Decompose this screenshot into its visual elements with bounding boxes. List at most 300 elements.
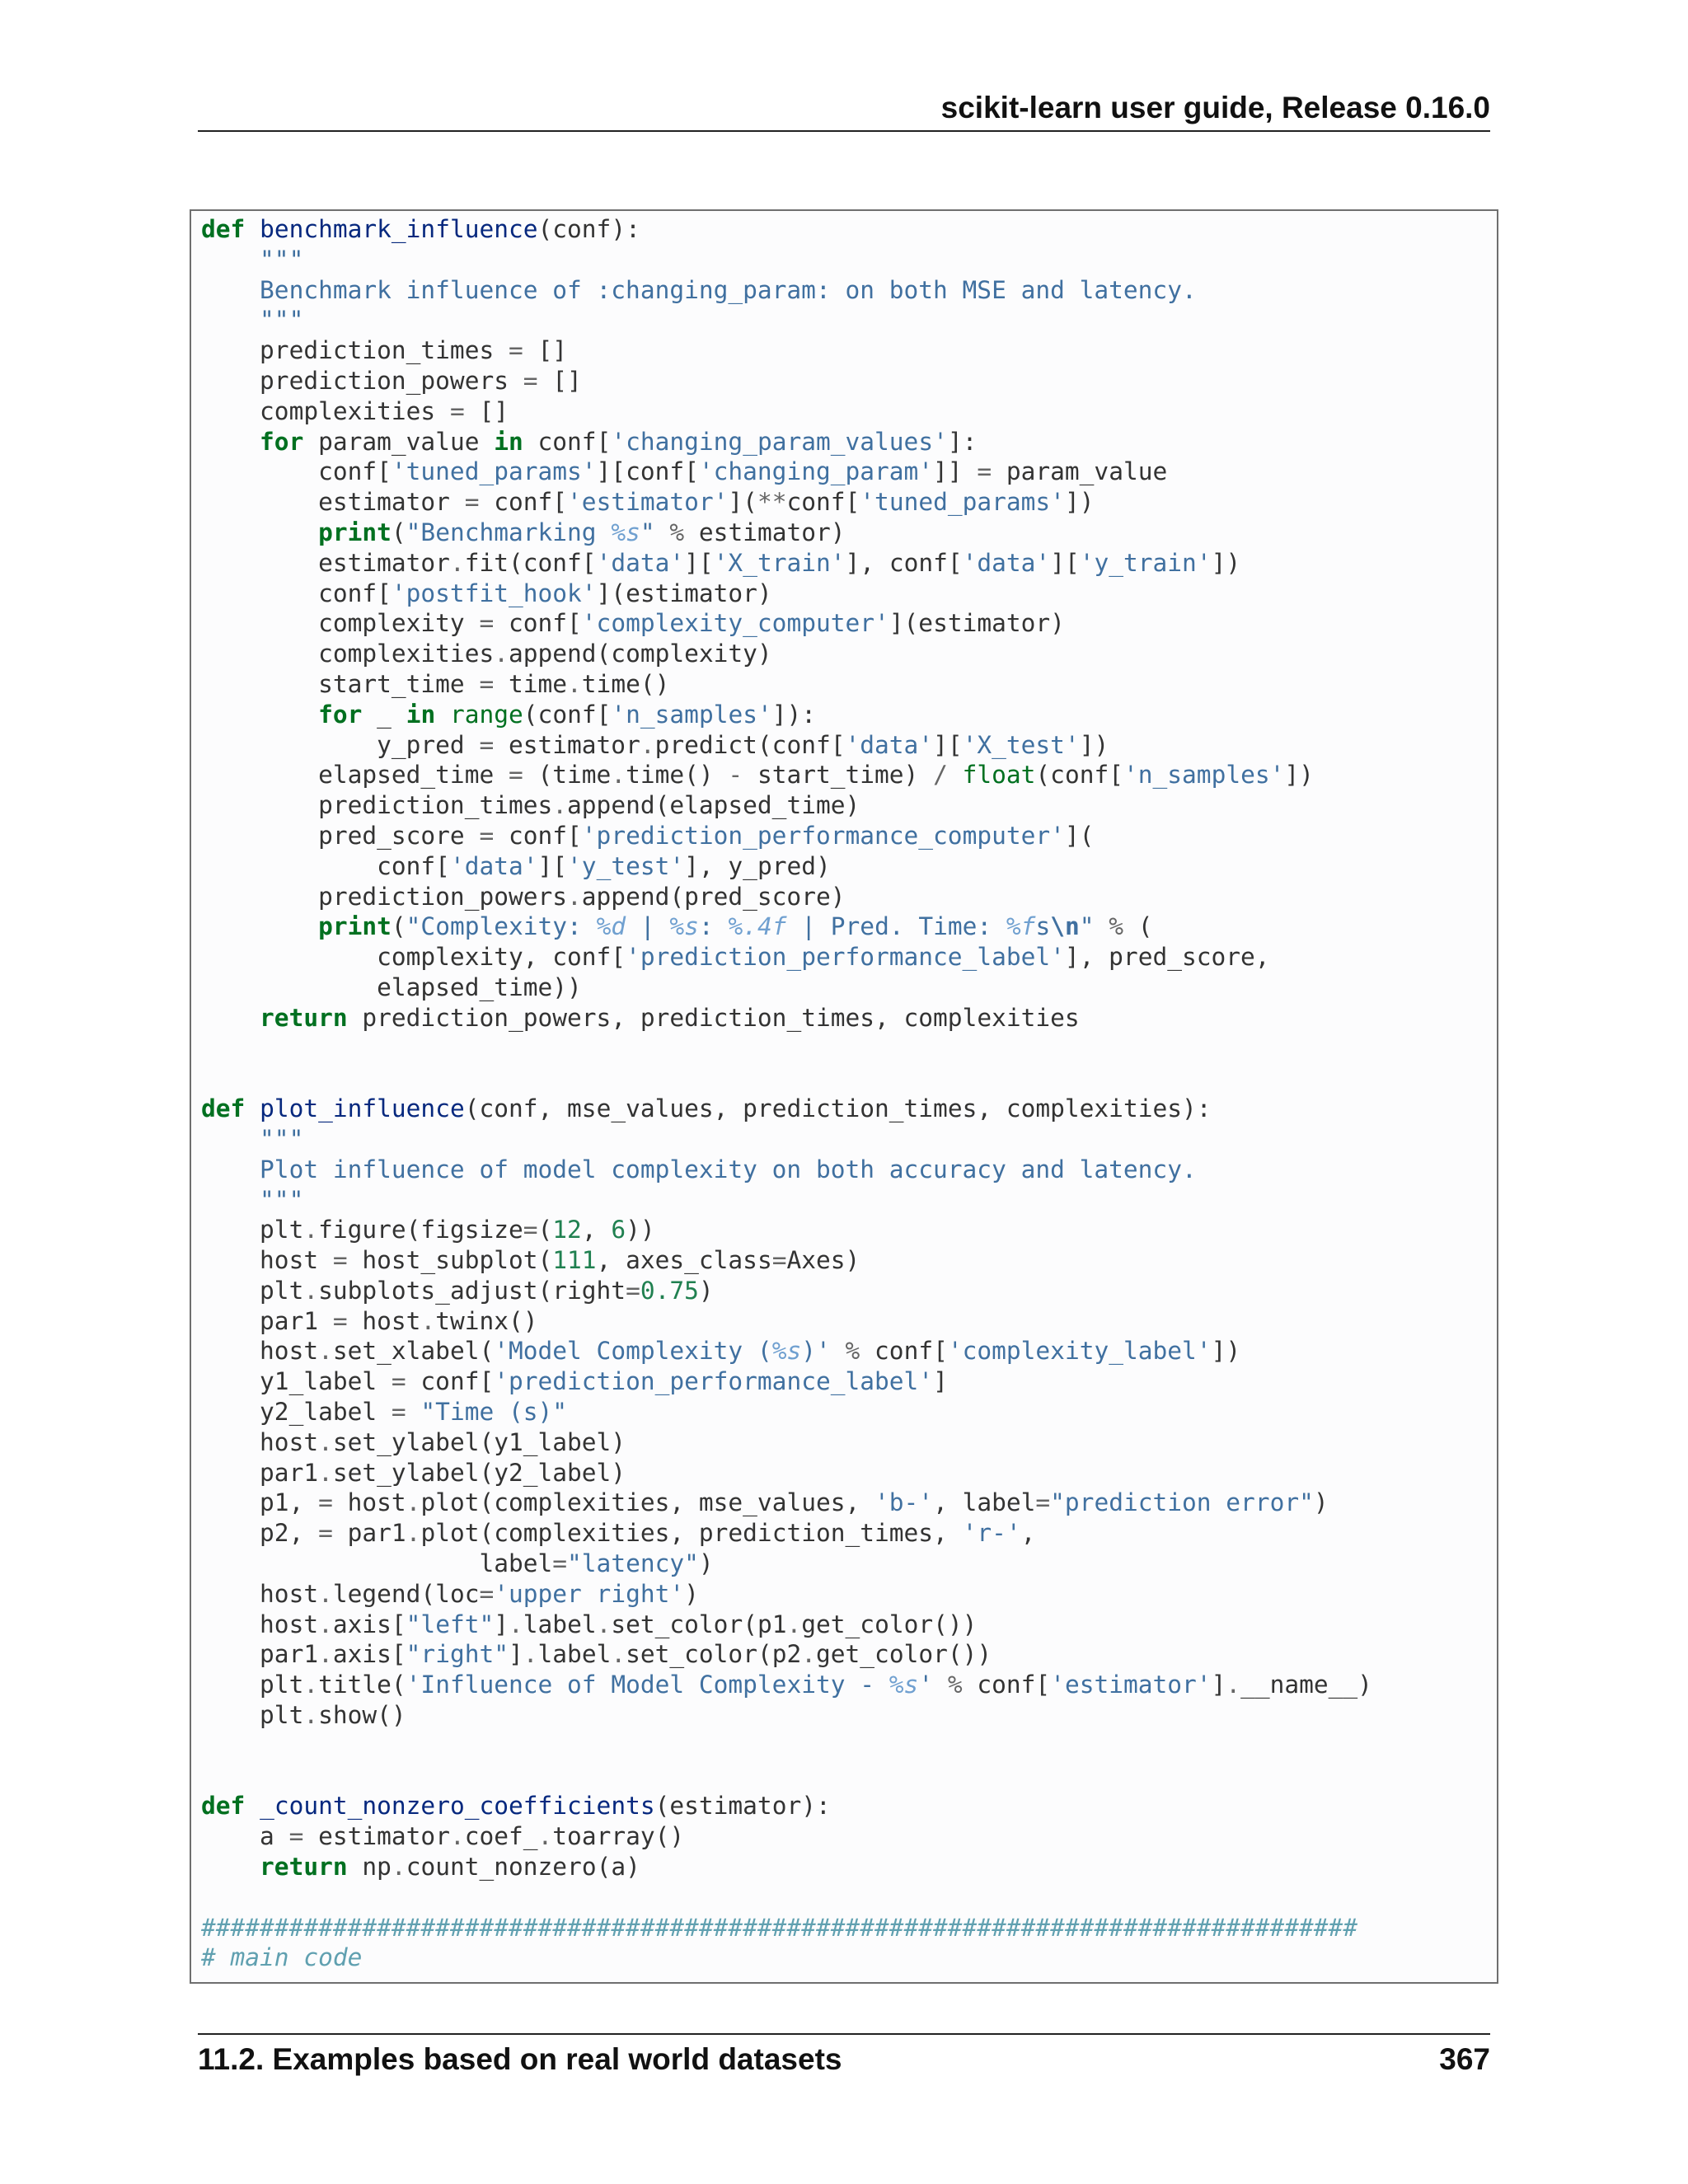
code-line	[201, 427, 1372, 457]
code-line	[201, 1245, 1372, 1276]
code-token: estimator	[303, 1822, 450, 1851]
code-token: %	[947, 1671, 963, 1699]
code-token	[201, 701, 318, 729]
code-token: plot_influence	[260, 1094, 465, 1123]
code-token: y_pred	[201, 730, 480, 759]
code-token: =	[508, 761, 523, 790]
code-token: "left"	[406, 1610, 495, 1638]
code-line	[201, 396, 1372, 427]
code-line	[201, 1488, 1372, 1518]
code-token: for	[318, 700, 363, 729]
code-token: ][	[537, 851, 568, 880]
code-token: =	[464, 488, 480, 517]
code-token	[245, 1792, 260, 1820]
code-token: %	[669, 518, 685, 546]
code-token: Plot influence of model complexity on both accuracy and latency.	[260, 1155, 1197, 1183]
code-token: ][	[684, 548, 714, 577]
code-token: =	[479, 730, 495, 759]
code-line	[201, 882, 1372, 912]
code-token: y1_label	[201, 1367, 392, 1396]
code-token: ])	[1211, 1337, 1241, 1366]
code-line	[201, 1518, 1372, 1549]
code-line	[201, 1215, 1372, 1245]
code-line	[201, 851, 1372, 882]
code-token: .	[494, 640, 509, 668]
code-token: 'postfit_hook'	[391, 579, 597, 607]
code-token: count_nonzero(a)	[406, 1853, 640, 1882]
code-token: param_value	[303, 427, 495, 456]
code-token: .	[640, 730, 655, 759]
code-line	[201, 1791, 1372, 1821]
code-token: 'prediction_performance_label'	[494, 1367, 934, 1396]
code-token: =	[479, 821, 495, 850]
code-token: subplots_adjust(right	[318, 1276, 626, 1305]
code-token: =	[552, 1549, 568, 1578]
code-token: set_ylabel(y1_label)	[332, 1427, 626, 1456]
code-token: , axes_class	[596, 1246, 772, 1275]
code-token: for	[260, 427, 304, 456]
code-token: plt	[201, 1276, 304, 1305]
code-token	[201, 276, 260, 304]
footer-section-title: 11.2. Examples based on real world datasets	[198, 2042, 842, 2076]
code-token: complexity	[201, 609, 480, 638]
code-token: =	[391, 1367, 406, 1396]
code-token: ][	[933, 730, 963, 759]
code-token: ])	[1079, 730, 1109, 759]
code-token: host	[332, 1488, 406, 1517]
code-token: range	[449, 700, 523, 729]
code-token: pred_score	[201, 821, 480, 850]
code-token	[245, 1094, 260, 1122]
code-line	[201, 1366, 1372, 1397]
code-token: (	[537, 1216, 553, 1244]
code-token: 'data'	[845, 730, 934, 759]
code-token: benchmark_influence	[260, 215, 538, 243]
code-token: /	[933, 761, 948, 790]
code-token: %s	[669, 912, 699, 941]
code-token: ], conf[	[845, 548, 963, 577]
code-token: label	[523, 1610, 597, 1638]
code-line	[201, 1063, 1372, 1094]
code-token: 'prediction_performance_computer'	[581, 821, 1065, 850]
code-token: .	[611, 1640, 626, 1669]
code-token: elapsed_time))	[201, 972, 582, 1001]
code-token: 'tuned_params'	[860, 488, 1065, 517]
code-line	[201, 669, 1372, 700]
code-line	[201, 1700, 1372, 1731]
code-token: y2_label	[201, 1398, 392, 1427]
code-token: 'r-'	[962, 1519, 1021, 1548]
code-token: """	[260, 245, 304, 274]
code-token: """	[260, 1124, 304, 1153]
code-token: =	[771, 1246, 787, 1275]
code-token: 'complexity_computer'	[581, 609, 889, 638]
code-token: conf[	[860, 1337, 948, 1366]
code-token: ]	[1211, 1671, 1226, 1699]
code-line	[201, 275, 1372, 306]
code-token: prediction_powers	[201, 882, 568, 911]
code-token: float	[962, 761, 1036, 790]
code-token: estimator)	[684, 518, 846, 546]
code-token: ](estimator)	[596, 579, 772, 607]
code-token: |	[626, 912, 670, 941]
code-line	[201, 518, 1372, 548]
code-token: par1	[201, 1306, 333, 1335]
code-token: =	[523, 1216, 538, 1244]
code-line	[201, 1094, 1372, 1124]
code-token: axis[	[332, 1640, 406, 1669]
code-token: .	[1226, 1671, 1241, 1699]
code-token	[831, 1337, 846, 1365]
code-token: np	[347, 1853, 392, 1882]
code-token: %.4f	[728, 912, 787, 941]
code-token: append(elapsed_time)	[567, 791, 860, 820]
code-token: .	[596, 1610, 612, 1638]
code-line	[201, 1852, 1372, 1882]
code-token: ]:	[947, 427, 978, 456]
code-token: )	[698, 1276, 714, 1305]
code-token: set_xlabel(	[332, 1337, 495, 1366]
code-token: s	[1035, 912, 1051, 941]
code-token: '	[918, 1671, 934, 1699]
code-line	[201, 548, 1372, 579]
code-token: "Benchmarking	[406, 518, 612, 546]
code-token: (	[391, 518, 406, 546]
code-token: plt	[201, 1216, 304, 1244]
code-token: "latency"	[567, 1549, 699, 1578]
code-token: ]	[494, 1610, 509, 1638]
code-token: def	[201, 1792, 246, 1821]
code-token: -	[728, 761, 743, 790]
code-token: []	[464, 396, 509, 425]
code-token: 'data'	[596, 548, 685, 577]
code-token: __name__)	[1240, 1671, 1372, 1699]
code-token: conf[	[201, 851, 450, 880]
code-token: %s	[771, 1337, 802, 1366]
code-token: fit(conf[	[464, 548, 597, 577]
code-token: ]):	[771, 700, 817, 729]
code-token: 'X_test'	[962, 730, 1080, 759]
code-token: def	[201, 1094, 246, 1123]
code-token: =	[318, 1519, 333, 1548]
code-block	[190, 209, 1498, 1984]
code-token: 'X_train'	[713, 548, 846, 577]
code-token: par1	[332, 1519, 406, 1548]
code-token: 'changing_param_values'	[611, 427, 948, 456]
code-token: (conf):	[537, 215, 640, 243]
code-token: 6	[611, 1216, 626, 1244]
code-token: complexities	[201, 396, 450, 425]
code-token: estimator	[201, 548, 450, 577]
code-token: =	[332, 1306, 348, 1335]
code-token: legend(loc	[332, 1579, 480, 1608]
code-token: (	[391, 912, 406, 941]
code-token: in	[494, 427, 523, 456]
code-line	[201, 1033, 1372, 1064]
code-token: print	[318, 912, 392, 941]
code-line	[201, 305, 1372, 335]
running-header: scikit-learn user guide, Release 0.16.0	[940, 91, 1490, 124]
code-token: prediction_powers	[201, 366, 523, 395]
code-token: title(	[318, 1671, 406, 1699]
code-token: )	[684, 1579, 699, 1608]
code-token: set_color(p2	[626, 1640, 802, 1669]
code-token	[201, 1125, 260, 1153]
code-token: toarray()	[552, 1822, 685, 1851]
code-line	[201, 790, 1372, 821]
code-token: axis[	[332, 1610, 406, 1638]
code-line	[201, 1276, 1372, 1306]
code-token: host	[201, 1610, 319, 1638]
code-token: "prediction error"	[1050, 1488, 1314, 1517]
code-token: append(complexity)	[508, 640, 772, 668]
code-token: time	[494, 669, 568, 698]
code-token: conf[	[494, 609, 582, 638]
code-token: =	[449, 396, 465, 425]
code-line	[201, 972, 1372, 1003]
code-token	[1095, 912, 1109, 940]
code-token: | Pred. Time:	[786, 912, 1006, 941]
code-token: =	[1035, 1488, 1051, 1517]
code-token: label	[201, 1549, 553, 1578]
code-token: par1	[201, 1458, 319, 1487]
code-token: ](estimator)	[889, 609, 1065, 638]
code-token: host	[201, 1246, 333, 1275]
code-line	[201, 1549, 1372, 1579]
code-token: (time	[523, 761, 612, 790]
code-token	[201, 1853, 260, 1881]
code-token: .	[406, 1519, 421, 1548]
code-token: "Complexity:	[406, 912, 597, 941]
code-token	[201, 1004, 260, 1032]
code-token	[245, 215, 260, 243]
code-token: .	[303, 1701, 319, 1730]
code-token: .	[318, 1427, 333, 1456]
code-token: %s	[611, 518, 640, 546]
code-token: %	[845, 1337, 860, 1366]
code-token: .	[449, 548, 465, 577]
code-token: =	[332, 1246, 348, 1275]
code-token: 'Influence of Model Complexity -	[406, 1671, 889, 1699]
code-token: )'	[801, 1337, 831, 1366]
code-token: .	[318, 1337, 333, 1366]
code-token: param_value	[992, 457, 1168, 486]
code-token	[201, 518, 318, 546]
code-line	[201, 1336, 1372, 1366]
code-token	[933, 1671, 948, 1699]
code-token: =	[479, 1579, 495, 1608]
code-line	[201, 487, 1372, 518]
code-token: 'data'	[449, 851, 538, 880]
code-token: # main code	[201, 1943, 363, 1972]
code-token: **	[757, 488, 787, 517]
code-token: figure(figsize	[318, 1216, 523, 1244]
code-token: ](	[1064, 821, 1095, 850]
code-token: 'complexity_label'	[947, 1337, 1212, 1366]
code-token: time()	[581, 669, 670, 698]
code-token: Axes)	[786, 1246, 860, 1275]
code-line	[201, 1003, 1372, 1033]
code-token: ])	[1211, 548, 1241, 577]
code-token: estimator	[494, 730, 640, 759]
code-token: conf[	[962, 1671, 1051, 1699]
page-number: 367	[1439, 2042, 1490, 2076]
code-token: =	[523, 366, 538, 395]
code-token: 111	[552, 1246, 597, 1275]
code-token	[201, 428, 260, 456]
code-token: %f	[1006, 912, 1036, 941]
code-token: conf[	[494, 821, 582, 850]
code-line	[201, 1882, 1372, 1913]
code-line	[201, 760, 1372, 790]
code-token: (conf, mse_values, prediction_times, complexities):	[464, 1094, 1212, 1123]
code-token: conf[	[406, 1367, 495, 1396]
code-token: %d	[596, 912, 626, 941]
code-token: =	[288, 1822, 304, 1851]
code-token: ], pred_score,	[1064, 943, 1270, 972]
code-token: 'y_train'	[1079, 548, 1212, 577]
code-token: "	[1079, 912, 1095, 941]
code-token: 'prediction_performance_label'	[626, 943, 1065, 972]
code-token: return	[260, 1853, 348, 1882]
code-token: ]]	[933, 457, 978, 486]
code-token: start_time)	[743, 761, 934, 790]
code-token: time()	[626, 761, 729, 790]
code-token: ]	[509, 1640, 523, 1669]
code-token: p1,	[201, 1488, 319, 1517]
code-line	[201, 1943, 1372, 1973]
code-token: 'y_test'	[567, 851, 685, 880]
code-line	[201, 1913, 1372, 1943]
code-token: []	[537, 366, 582, 395]
code-token: plt	[201, 1671, 304, 1699]
code-line	[201, 1185, 1372, 1216]
code-token: complexities	[201, 640, 495, 668]
code-line	[201, 1761, 1372, 1792]
code-token: conf[	[201, 579, 392, 607]
code-token: plot(complexities, mse_values,	[420, 1488, 875, 1517]
code-token: .	[318, 1458, 333, 1487]
code-line	[201, 1306, 1372, 1337]
code-token: Benchmark influence of :changing_param: on both MSE and latency.	[260, 275, 1197, 304]
code-token: )	[1313, 1488, 1329, 1517]
code-token: =	[479, 669, 495, 698]
code-token: ###############################################################################	[201, 1913, 1358, 1942]
code-token: \n	[1050, 912, 1080, 941]
code-token: .	[801, 1640, 817, 1669]
code-token: ][conf[	[596, 457, 699, 486]
code-token: conf[	[523, 427, 612, 456]
code-token: 'b-'	[874, 1488, 934, 1517]
code-line	[201, 1639, 1372, 1670]
code-token: =	[508, 336, 523, 365]
code-token: ](	[728, 488, 757, 517]
code-token: .	[786, 1610, 802, 1638]
code-token: 'estimator'	[1050, 1671, 1212, 1699]
code-token: prediction_times	[201, 336, 509, 365]
code-token: .	[303, 1671, 319, 1699]
code-token: (conf[	[1035, 761, 1123, 790]
code-token: elapsed_time	[201, 761, 509, 790]
code-line	[201, 1155, 1372, 1185]
code-token: 'estimator'	[567, 488, 729, 517]
code-token: set_color(p1	[611, 1610, 787, 1638]
code-token	[201, 1155, 260, 1183]
code-token: ))	[626, 1216, 655, 1244]
code-token: 'Model Complexity (	[494, 1337, 772, 1366]
code-token: conf[	[201, 457, 392, 486]
code-token: ])	[1284, 761, 1314, 790]
code-token: .	[449, 1822, 465, 1851]
code-token: get_color())	[816, 1640, 992, 1669]
code-token: "Time (s)"	[420, 1398, 568, 1427]
code-token	[201, 246, 260, 274]
code-token: %s	[889, 1671, 919, 1699]
code-token: prediction_times	[201, 791, 553, 820]
code-token: """	[260, 1185, 304, 1214]
code-line	[201, 821, 1372, 851]
code-token: =	[977, 457, 992, 486]
code-token: .	[567, 882, 582, 911]
code-line	[201, 1397, 1372, 1427]
code-token	[948, 761, 963, 789]
code-token: ])	[1064, 488, 1095, 517]
code-token: .	[611, 761, 626, 790]
code-token: .	[420, 1306, 436, 1335]
code-token: set_ylabel(y2_label)	[332, 1458, 626, 1487]
code-token: estimator	[201, 488, 465, 517]
code-token: .	[391, 1853, 406, 1882]
code-token: .	[303, 1276, 319, 1305]
code-token: complexity, conf[	[201, 943, 626, 972]
code-token: (conf[	[523, 700, 612, 729]
code-token: ]	[933, 1367, 948, 1396]
code-token: host	[201, 1337, 319, 1366]
code-token: plot(complexities, prediction_times,	[420, 1519, 963, 1548]
code-token: a	[201, 1822, 289, 1851]
code-line	[201, 912, 1372, 942]
code-line	[201, 579, 1372, 609]
code-token: =	[318, 1488, 333, 1517]
code-token: ,	[581, 1216, 612, 1244]
code-token: 'tuned_params'	[391, 457, 597, 486]
code-token: p2,	[201, 1519, 319, 1548]
code-token: get_color())	[801, 1610, 978, 1638]
code-token: 'data'	[962, 548, 1051, 577]
code-listing	[201, 214, 1372, 1973]
code-line	[201, 730, 1372, 761]
code-line	[201, 1427, 1372, 1458]
code-token: _	[362, 700, 406, 729]
code-line	[201, 245, 1372, 275]
code-token: .	[509, 1610, 523, 1638]
code-line	[201, 1610, 1372, 1640]
code-token: host	[347, 1306, 421, 1335]
code-token: plt	[201, 1701, 304, 1730]
code-token: """	[260, 306, 304, 335]
code-token: conf[	[786, 488, 860, 517]
code-token: return	[260, 1003, 348, 1032]
code-token: , label	[933, 1488, 1036, 1517]
code-token	[406, 1398, 421, 1426]
code-token: ,	[1020, 1519, 1036, 1548]
code-token: .	[567, 669, 582, 698]
code-token	[201, 1186, 260, 1214]
code-token: 12	[552, 1216, 582, 1244]
code-token: predict(conf[	[654, 730, 846, 759]
code-token	[655, 518, 670, 546]
code-token: %	[1109, 912, 1124, 941]
